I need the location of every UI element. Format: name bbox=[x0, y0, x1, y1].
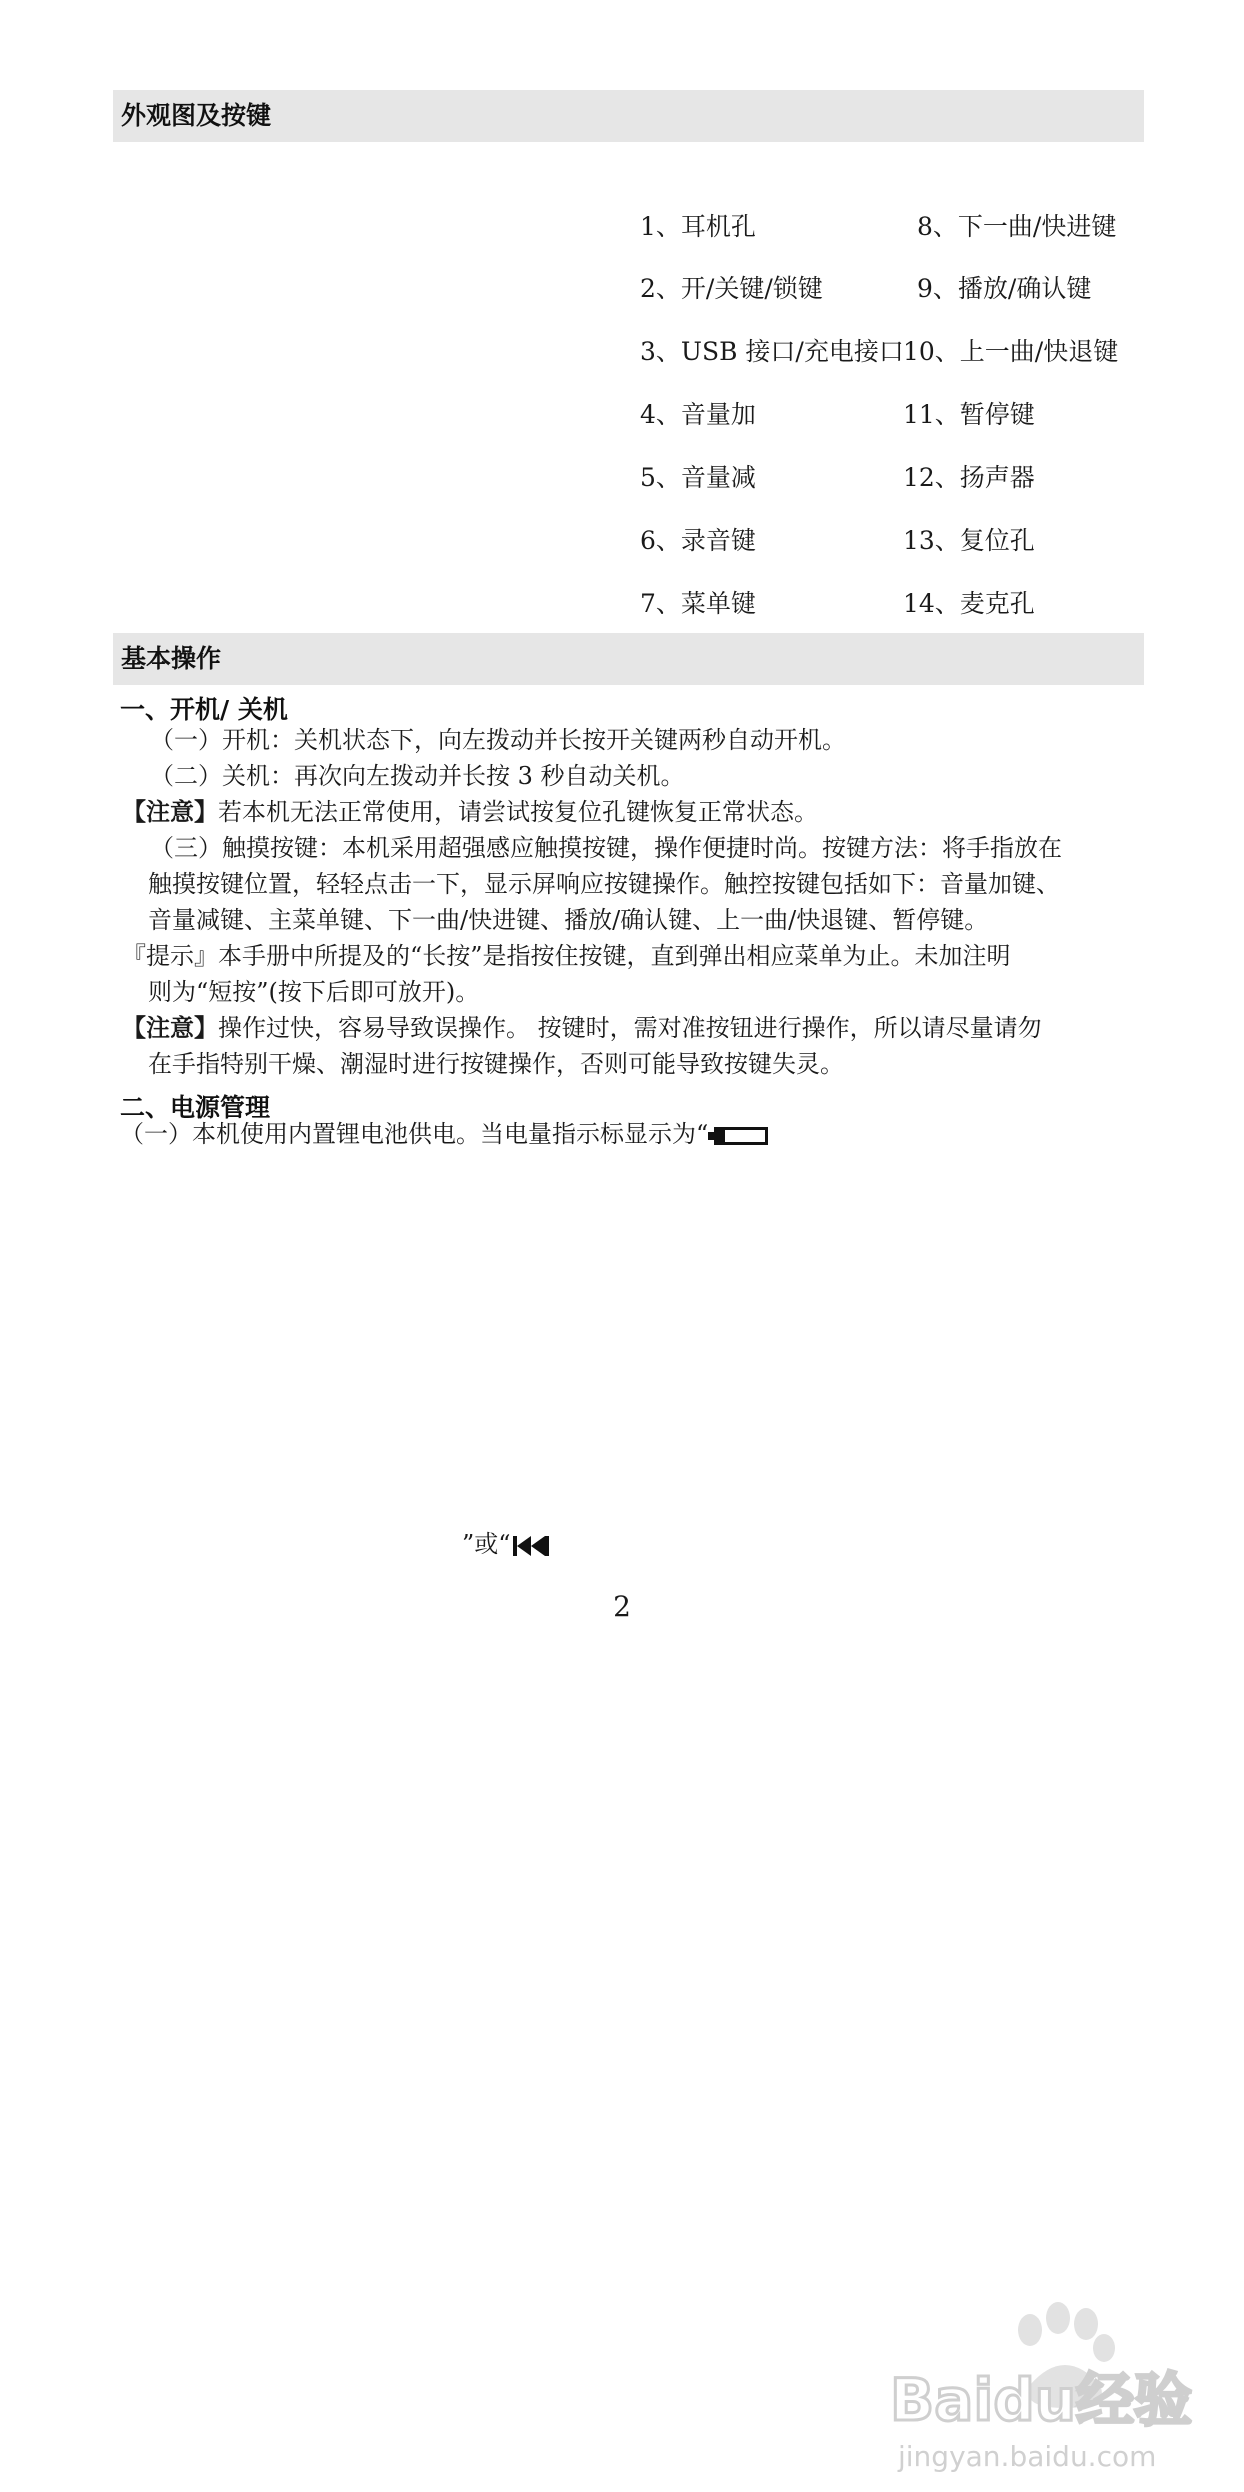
tip-text-line: 『提示』本手册中所提及的“长按”是指按住按键，直到弹出相应菜单为止。未加注明 bbox=[122, 942, 1011, 970]
baidu-watermark bbox=[880, 2290, 1200, 2480]
note-1-text: 若本机无法正常使用，请尝试按复位孔键恢复正常状态。 bbox=[218, 798, 818, 826]
note-2-label: 【注意】 bbox=[122, 1014, 218, 1042]
power-off-text: （二）关机：再次向左拨动并长按 3 秒自动关机。 bbox=[150, 762, 685, 790]
watermark-url: jingyan.baidu.com bbox=[898, 2440, 1157, 2473]
battery-text-line-2: ”或“ bbox=[462, 1530, 511, 1558]
key-item: 9、播放/确认键 bbox=[917, 274, 1092, 303]
touch-text-line: 触摸按键位置，轻轻点击一下，显示屏响应按键操作。触控按键包括如下：音量加键、 bbox=[148, 870, 1060, 898]
note-1 bbox=[122, 796, 818, 829]
note-1-label: 【注意】 bbox=[122, 798, 218, 826]
watermark-brand: Baidu经验 bbox=[890, 2366, 1193, 2434]
note-2-text: 操作过快，容易导致误操作。 按键时，需对准按钮进行操作，所以请尽量请勿 bbox=[218, 1014, 1042, 1042]
power-on-text: （一）开机：关机状态下，向左拨动并长按开关键两秒自动开机。 bbox=[150, 726, 846, 754]
battery-empty-icon bbox=[714, 1127, 768, 1145]
note-2 bbox=[122, 1012, 1042, 1045]
page-number: 2 bbox=[613, 1590, 631, 1623]
key-item: 14、麦克孔 bbox=[903, 589, 1035, 618]
key-item: 11、暂停键 bbox=[903, 400, 1035, 429]
battery-text bbox=[120, 1118, 768, 1151]
key-item: 2、开/关键/锁键 bbox=[640, 274, 823, 303]
key-item: 1、耳机孔 bbox=[640, 212, 756, 241]
prev-track-icon bbox=[511, 1534, 551, 1558]
key-item: 7、菜单键 bbox=[640, 589, 756, 618]
touch-text-line: （三）触摸按键：本机采用超强感应触摸按键，操作便捷时尚。按键方法：将手指放在 bbox=[150, 834, 1062, 862]
key-item: 8、下一曲/快进键 bbox=[917, 212, 1117, 241]
key-item: 13、复位孔 bbox=[903, 526, 1035, 555]
section-title-appearance: 外观图及按键 bbox=[113, 90, 1144, 142]
key-item: 10、上一曲/快退键 bbox=[903, 337, 1119, 366]
note-2-text-cont: 在手指特别干燥、潮湿时进行按键操作，否则可能导致按键失灵。 bbox=[148, 1050, 844, 1078]
battery-heading: 二、电源管理 bbox=[120, 1093, 271, 1122]
key-item: 4、音量加 bbox=[640, 400, 756, 429]
tip-text-line: 则为“短按”(按下后即可放开)。 bbox=[148, 978, 480, 1006]
battery-text-line: （一）本机使用内置锂电池供电。当电量指示标显示为“ bbox=[120, 1120, 709, 1148]
key-item: 6、录音键 bbox=[640, 526, 756, 555]
key-item: 12、扬声器 bbox=[903, 463, 1035, 492]
key-item: 5、音量减 bbox=[640, 463, 756, 492]
section-title-basic: 基本操作 bbox=[113, 633, 1144, 685]
battery-text-cont bbox=[462, 1528, 551, 1561]
power-heading: 一、开机/ 关机 bbox=[120, 695, 288, 724]
touch-text-line: 音量减键、主菜单键、下一曲/快进键、播放/确认键、上一曲/快退键、暂停键。 bbox=[148, 906, 989, 934]
key-item: 3、USB 接口/充电接口 bbox=[640, 337, 904, 366]
